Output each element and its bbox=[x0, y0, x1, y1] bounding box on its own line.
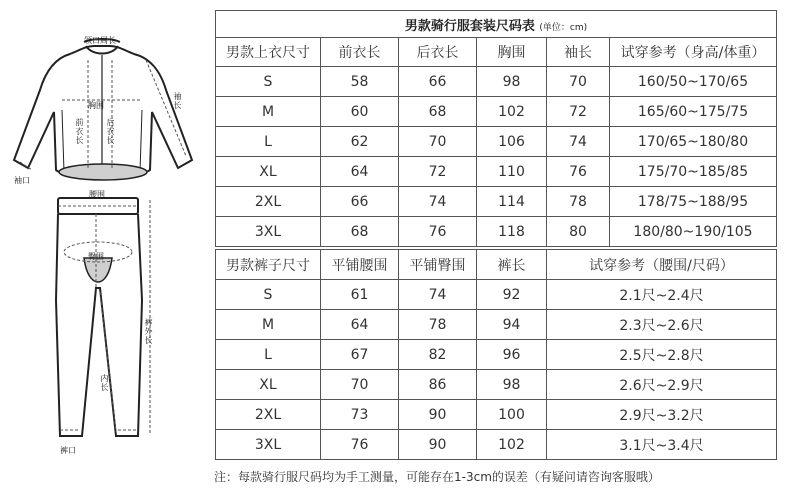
table-cell: 74 bbox=[399, 280, 477, 310]
label-chest: 胸围 bbox=[88, 101, 104, 110]
table-cell: 76 bbox=[399, 217, 477, 247]
table-cell: 73 bbox=[321, 400, 399, 430]
table-cell: 66 bbox=[399, 67, 477, 97]
size-cell: S bbox=[216, 67, 321, 97]
table-cell: 102 bbox=[477, 430, 547, 460]
table-cell: 74 bbox=[547, 127, 610, 157]
size-cell: M bbox=[216, 97, 321, 127]
size-cell: 3XL bbox=[216, 217, 321, 247]
table-cell: 58 bbox=[321, 67, 399, 97]
table-row bbox=[216, 187, 777, 217]
table-cell: 74 bbox=[399, 187, 477, 217]
pants-outline bbox=[56, 198, 142, 436]
table-row bbox=[216, 217, 777, 247]
table-row bbox=[216, 430, 777, 460]
label-hip: 臀围 bbox=[88, 252, 104, 261]
table-cell: 70 bbox=[547, 67, 610, 97]
label-collar: 领口周长 bbox=[84, 36, 116, 45]
size-cell: M bbox=[216, 310, 321, 340]
table-cell: 70 bbox=[321, 370, 399, 400]
unit-text: (单位：cm) bbox=[539, 22, 588, 33]
table-row bbox=[216, 127, 777, 157]
table-cell: 180/80~190/105 bbox=[610, 217, 777, 247]
garment-diagram bbox=[0, 0, 208, 470]
table-row bbox=[216, 157, 777, 187]
jersey-and-pants-illustration bbox=[0, 0, 208, 470]
header-cell: 男款裤子尺寸 bbox=[216, 250, 321, 280]
header-cell: 裤长 bbox=[477, 250, 547, 280]
header-cell: 平铺臀围 bbox=[399, 250, 477, 280]
table-cell: 72 bbox=[547, 97, 610, 127]
label-waist: 腰围 bbox=[89, 190, 105, 199]
label-back-length: 后衣长 bbox=[106, 118, 115, 145]
table-cell: 92 bbox=[477, 280, 547, 310]
label-cuff: 袖口 bbox=[14, 176, 30, 185]
table-cell: 102 bbox=[477, 97, 547, 127]
table-cell: 86 bbox=[399, 370, 477, 400]
table-cell: 170/65~180/80 bbox=[610, 127, 777, 157]
table-cell: 165/60~175/75 bbox=[610, 97, 777, 127]
table-cell: 98 bbox=[477, 370, 547, 400]
table-cell: 68 bbox=[321, 217, 399, 247]
table-cell: 2.3尺~2.6尺 bbox=[547, 310, 777, 340]
table-cell: 60 bbox=[321, 97, 399, 127]
table-cell: 68 bbox=[399, 97, 477, 127]
table-row bbox=[216, 310, 777, 340]
table-cell: 118 bbox=[477, 217, 547, 247]
title-text: 男款骑行服套装尺码表 bbox=[404, 18, 535, 34]
table-row bbox=[216, 97, 777, 127]
table-cell: 78 bbox=[547, 187, 610, 217]
table-cell: 64 bbox=[321, 310, 399, 340]
size-cell: L bbox=[216, 340, 321, 370]
header-cell: 男款上衣尺寸 bbox=[216, 38, 321, 67]
table-cell: 94 bbox=[477, 310, 547, 340]
top-header-row bbox=[216, 38, 777, 67]
table-cell: 2.6尺~2.9尺 bbox=[547, 370, 777, 400]
header-cell: 袖长 bbox=[547, 38, 610, 67]
table-row bbox=[216, 340, 777, 370]
table-cell: 78 bbox=[399, 310, 477, 340]
size-cell: 3XL bbox=[216, 430, 321, 460]
pants-size-table bbox=[215, 249, 777, 460]
table-cell: 90 bbox=[399, 430, 477, 460]
table-cell: 61 bbox=[321, 280, 399, 310]
table-cell: 3.1尺~3.4尺 bbox=[547, 430, 777, 460]
header-cell: 后衣长 bbox=[399, 38, 477, 67]
label-inseam: 内长 bbox=[100, 374, 109, 392]
measurement-note: 注：每款骑行服尺码均为手工测量，可能存在1-3cm的误差（有疑问请咨询客服哦） bbox=[214, 470, 660, 484]
table-cell: 70 bbox=[399, 127, 477, 157]
table-row bbox=[216, 67, 777, 97]
table-cell: 76 bbox=[547, 157, 610, 187]
table-cell: 98 bbox=[477, 67, 547, 97]
table-row bbox=[216, 280, 777, 310]
header-cell: 试穿参考（身高/体重） bbox=[610, 38, 777, 67]
table-cell: 178/75~188/95 bbox=[610, 187, 777, 217]
table-cell: 160/50~170/65 bbox=[610, 67, 777, 97]
table-cell: 72 bbox=[399, 157, 477, 187]
label-outseam: 裤外长 bbox=[144, 318, 153, 345]
size-cell: 2XL bbox=[216, 400, 321, 430]
table-cell: 2.5尺~2.8尺 bbox=[547, 340, 777, 370]
table-cell: 175/70~185/85 bbox=[610, 157, 777, 187]
header-cell: 平铺腰围 bbox=[321, 250, 399, 280]
table-cell: 80 bbox=[547, 217, 610, 247]
header-cell: 试穿参考（腰围/尺码） bbox=[547, 250, 777, 280]
table-cell: 110 bbox=[477, 157, 547, 187]
table-cell: 114 bbox=[477, 187, 547, 217]
size-cell: XL bbox=[216, 370, 321, 400]
table-cell: 100 bbox=[477, 400, 547, 430]
table-cell: 2.9尺~3.2尺 bbox=[547, 400, 777, 430]
table-cell: 66 bbox=[321, 187, 399, 217]
table-cell: 62 bbox=[321, 127, 399, 157]
header-cell: 胸围 bbox=[477, 38, 547, 67]
table-cell: 67 bbox=[321, 340, 399, 370]
size-cell: XL bbox=[216, 157, 321, 187]
pants-header-row bbox=[216, 250, 777, 280]
size-cell: L bbox=[216, 127, 321, 157]
label-hem: 裤口 bbox=[60, 446, 76, 455]
table-cell: 64 bbox=[321, 157, 399, 187]
table-cell: 96 bbox=[477, 340, 547, 370]
size-cell: S bbox=[216, 280, 321, 310]
label-sleeve: 袖长 bbox=[173, 92, 182, 110]
size-cell: 2XL bbox=[216, 187, 321, 217]
header-cell: 前衣长 bbox=[321, 38, 399, 67]
table-cell: 76 bbox=[321, 430, 399, 460]
table-title bbox=[216, 11, 777, 38]
table-cell: 2.1尺~2.4尺 bbox=[547, 280, 777, 310]
table-row bbox=[216, 370, 777, 400]
label-front-length: 前衣长 bbox=[75, 118, 84, 145]
table-row bbox=[216, 400, 777, 430]
table-title-row bbox=[216, 11, 777, 38]
table-cell: 82 bbox=[399, 340, 477, 370]
table-cell: 90 bbox=[399, 400, 477, 430]
top-size-table bbox=[215, 10, 777, 247]
table-cell: 106 bbox=[477, 127, 547, 157]
